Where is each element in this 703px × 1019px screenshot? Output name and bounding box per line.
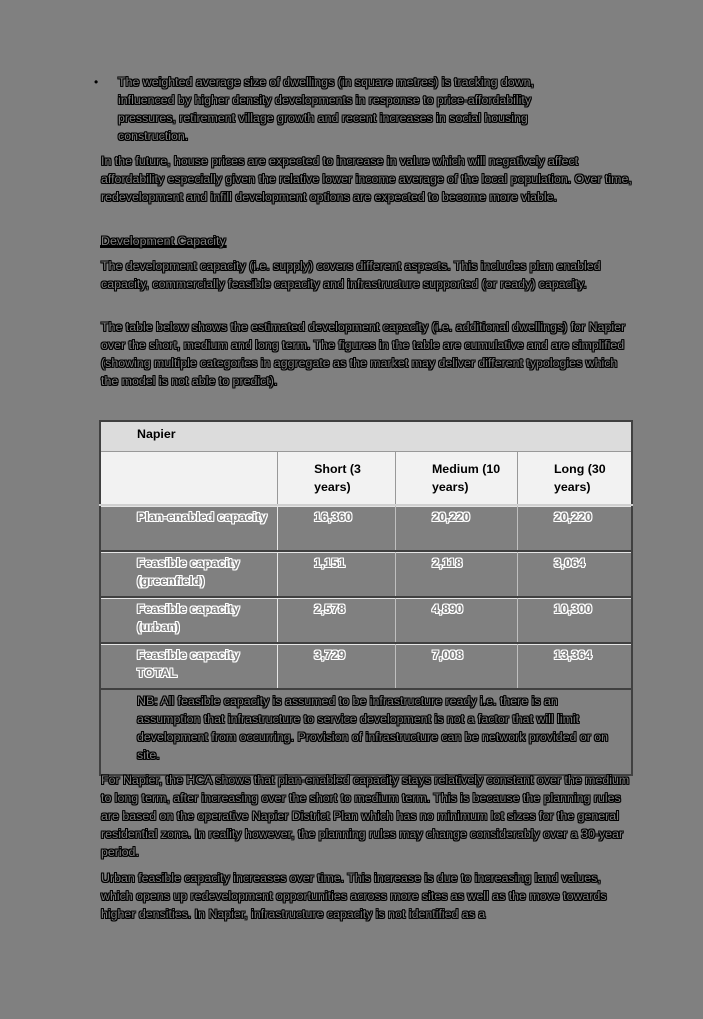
column-header-label <box>100 452 278 506</box>
row-label: Feasible capacity (greenfield) <box>100 551 278 597</box>
paragraph-future-prices: In the future, house prices are expected to increase in value which will negatively affect affordability especially given the relative lower income average of the local population. Over time, redevelopment and infill development options are expected to become more viable. <box>101 154 632 204</box>
paragraph-urban-feasible: Urban feasible capacity increases over time. This increase is due to increasing land values, which opens up redevelopment opportunities across more sites as well as the move towards higher densities. In Napier, infrastructure capacity is not identified as a <box>101 871 607 921</box>
table-title-row <box>100 421 632 452</box>
column-header-short: Short (3 years) <box>278 452 396 506</box>
bullet-text-dwelling-size: The weighted average size of dwellings (in square metres) is tracking down, influenced by higher density developments in response to price-affordability pressures, retirement village growth and recent increases in social housing construction. <box>118 75 534 143</box>
cell-short: 3,729 <box>278 643 396 689</box>
table-row-total <box>100 643 632 689</box>
paragraph-napier-hca: For Napier, the HCA shows that plan-enabled capacity stays relatively constant over the medium to long term, after increasing over the short to medium term. This is because the planning rules are based on the operative Napier District Plan which has no minimum lot sizes for the general residential zone. In reality however, the planning rules may change considerably over a 30-year period. <box>101 773 630 859</box>
cell-medium: 4,890 <box>395 597 517 643</box>
paragraph-table-intro: The table below shows the estimated development capacity (i.e. additional dwellings) for Napier over the short, medium and long term. The figures in the table are cumulative and are simplified (showing multiple categories in aggregate as the market may deliver different typologies which the model is not able to predict). <box>101 320 626 388</box>
table-title: Napier <box>100 421 632 452</box>
table-row <box>100 551 632 597</box>
table-note-row <box>100 689 632 775</box>
column-header-medium: Medium (10 years) <box>395 452 517 506</box>
cell-short: 2,578 <box>278 597 396 643</box>
table-row <box>100 505 632 551</box>
bullet-dot-icon: • <box>94 75 99 89</box>
cell-medium: 20,220 <box>395 505 517 551</box>
cell-long: 10,300 <box>517 597 632 643</box>
table-note: NB: All feasible capacity is assumed to be infrastructure ready i.e. there is an assumption that infrastructure to service development is not a factor that will limit development from occurring. Provision of infrastructure can be network provided or on site. <box>100 689 632 775</box>
table-row <box>100 597 632 643</box>
cell-short: 1,151 <box>278 551 396 597</box>
row-label: Feasible capacity TOTAL <box>100 643 278 689</box>
cell-long: 20,220 <box>517 505 632 551</box>
cell-medium: 7,008 <box>395 643 517 689</box>
development-capacity-table <box>99 420 633 776</box>
cell-long: 13,364 <box>517 643 632 689</box>
column-header-long: Long (30 years) <box>517 452 632 506</box>
table-header-row <box>100 452 632 506</box>
row-label: Plan-enabled capacity <box>100 505 278 551</box>
cell-short: 16,360 <box>278 505 396 551</box>
row-label: Feasible capacity (urban) <box>100 597 278 643</box>
section-heading-development-capacity: Development Capacity <box>101 234 226 248</box>
cell-long: 3,064 <box>517 551 632 597</box>
cell-medium: 2,118 <box>395 551 517 597</box>
paragraph-capacity-intro: The development capacity (i.e. supply) covers different aspects. This includes plan enabled capacity, commercially feasible capacity and infrastructure supported (or ready) capacity. <box>101 259 601 291</box>
